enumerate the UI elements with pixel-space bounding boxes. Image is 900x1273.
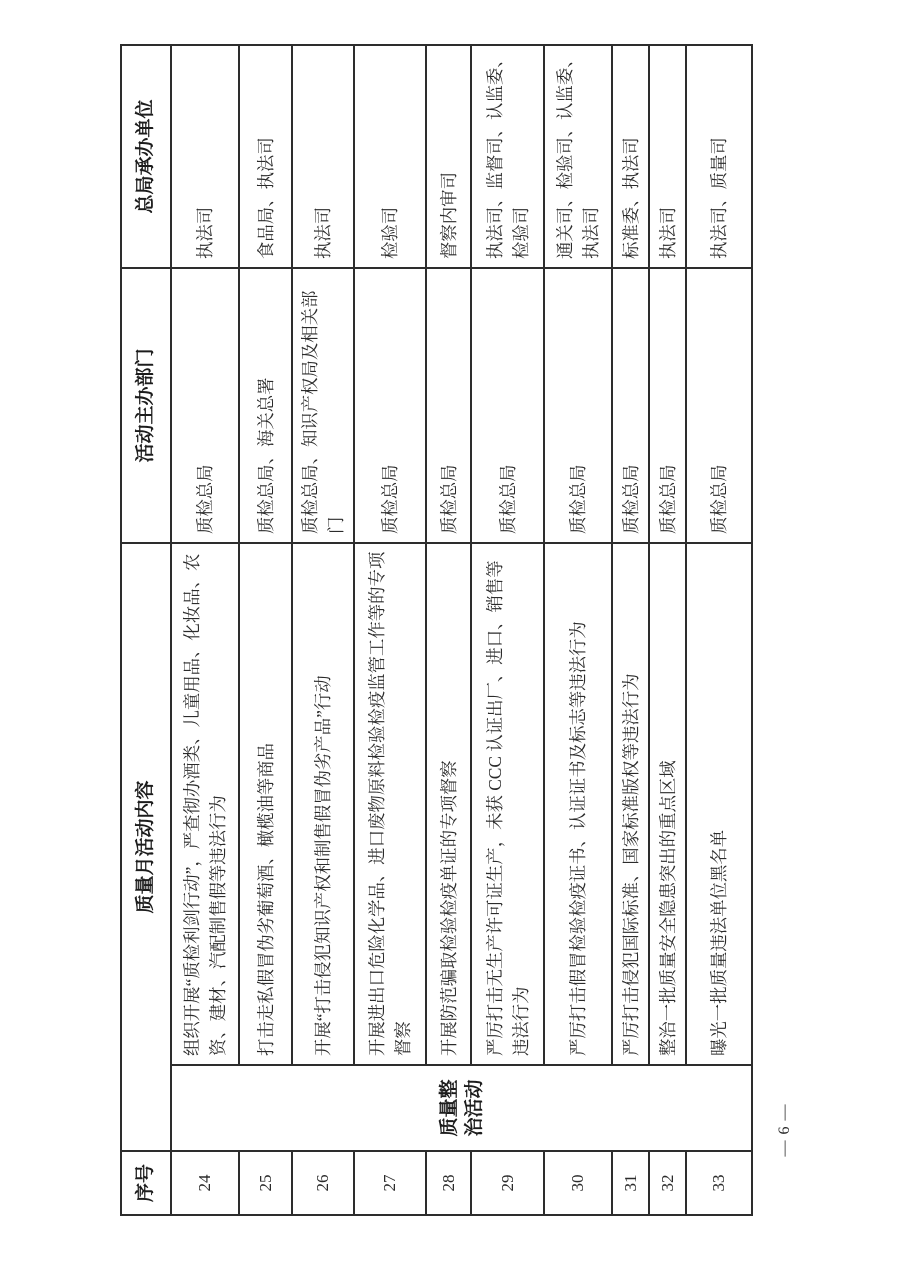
- row-undertaker-cell-24: 执法司: [172, 46, 238, 267]
- row-no-cell-24: 24: [172, 1152, 238, 1214]
- row-undertaker-cell-25: 食品局、执法司: [240, 46, 291, 267]
- row-content-cell-26: 开展“打击侵犯知识产权和制售假冒伪劣产品”行动: [293, 544, 353, 1064]
- row-content-cell-27: 开展进出口危险化学品、进口废物原料检验检疫监管工作等的专项督察: [355, 544, 425, 1064]
- row-no-cell-33: 33: [687, 1152, 751, 1214]
- row-host-cell-31: 质检总局: [613, 269, 648, 542]
- row-content-cell-28: 开展防范骗取检验检疫单证的专项督察: [427, 544, 470, 1064]
- row-host-cell-26: 质检总局、知识产权局及相关部门: [293, 269, 353, 542]
- row-undertaker-cell-31: 标准委、执法司: [613, 46, 648, 267]
- row-host-cell-33: 质检总局: [687, 269, 751, 542]
- row-undertaker-cell-30: 通关司、检验司、认监委、执法司: [545, 46, 611, 267]
- header-cell-undertaking-unit: 总局承办单位: [122, 46, 170, 267]
- header-cell-no: 序号: [122, 1152, 170, 1214]
- row-no-cell-27: 27: [355, 1152, 425, 1214]
- row-content-cell-32: 整治一批质量安全隐患突出的重点区域: [650, 544, 685, 1064]
- row-undertaker-cell-29: 执法司、监督司、认监委、检验司: [472, 46, 543, 267]
- row-host-cell-25: 质检总局、海关总署: [240, 269, 291, 542]
- category-label-line2: 治活动: [463, 1079, 485, 1137]
- row-host-cell-29: 质检总局: [472, 269, 543, 542]
- page-number: — 6 —: [776, 1103, 793, 1157]
- row-host-cell-24: 质检总局: [172, 269, 238, 542]
- row-undertaker-cell-27: 检验司: [355, 46, 425, 267]
- category-merged-cell: [172, 1066, 751, 1150]
- row-undertaker-cell-33: 执法司、质量司: [687, 46, 751, 267]
- row-no-cell-29: 29: [472, 1152, 543, 1214]
- row-content-cell-31: 严厉打击侵犯国际标准、国家标准版权等违法行为: [613, 544, 648, 1064]
- row-content-cell-29: 严厉打击无生产许可证生产，未获 CCC 认证出厂、进口、销售等违法行为: [472, 544, 543, 1064]
- row-no-cell-31: 31: [613, 1152, 648, 1214]
- row-content-cell-30: 严厉打击假冒检验检疫证书、认证证书及标志等违法行为: [545, 544, 611, 1064]
- row-no-cell-32: 32: [650, 1152, 685, 1214]
- row-content-cell-24: 组织开展“质检利剑行动”，严查彻办酒类、儿童用品、化妆品、农资、建材、汽配制售假等违法行为: [172, 544, 238, 1064]
- row-undertaker-cell-28: 督察内审司: [427, 46, 470, 267]
- row-host-cell-28: 质检总局: [427, 269, 470, 542]
- row-no-cell-30: 30: [545, 1152, 611, 1214]
- row-no-cell-26: 26: [293, 1152, 353, 1214]
- header-cell-activity-content: 质量月活动内容: [122, 544, 170, 1150]
- row-host-cell-32: 质检总局: [650, 269, 685, 542]
- activities-table: [120, 44, 753, 1216]
- category-label-line1: 质量整: [438, 1079, 460, 1137]
- row-no-cell-28: 28: [427, 1152, 470, 1214]
- row-undertaker-cell-26: 执法司: [293, 46, 353, 267]
- row-content-cell-25: 打击走私假冒伪劣葡萄酒、橄榄油等商品: [240, 544, 291, 1064]
- row-host-cell-30: 质检总局: [545, 269, 611, 542]
- row-content-cell-33: 曝光一批质量违法单位黑名单: [687, 544, 751, 1064]
- row-undertaker-cell-32: 执法司: [650, 46, 685, 267]
- row-no-cell-25: 25: [240, 1152, 291, 1214]
- row-host-cell-27: 质检总局: [355, 269, 425, 542]
- header-cell-host-department: 活动主办部门: [122, 269, 170, 542]
